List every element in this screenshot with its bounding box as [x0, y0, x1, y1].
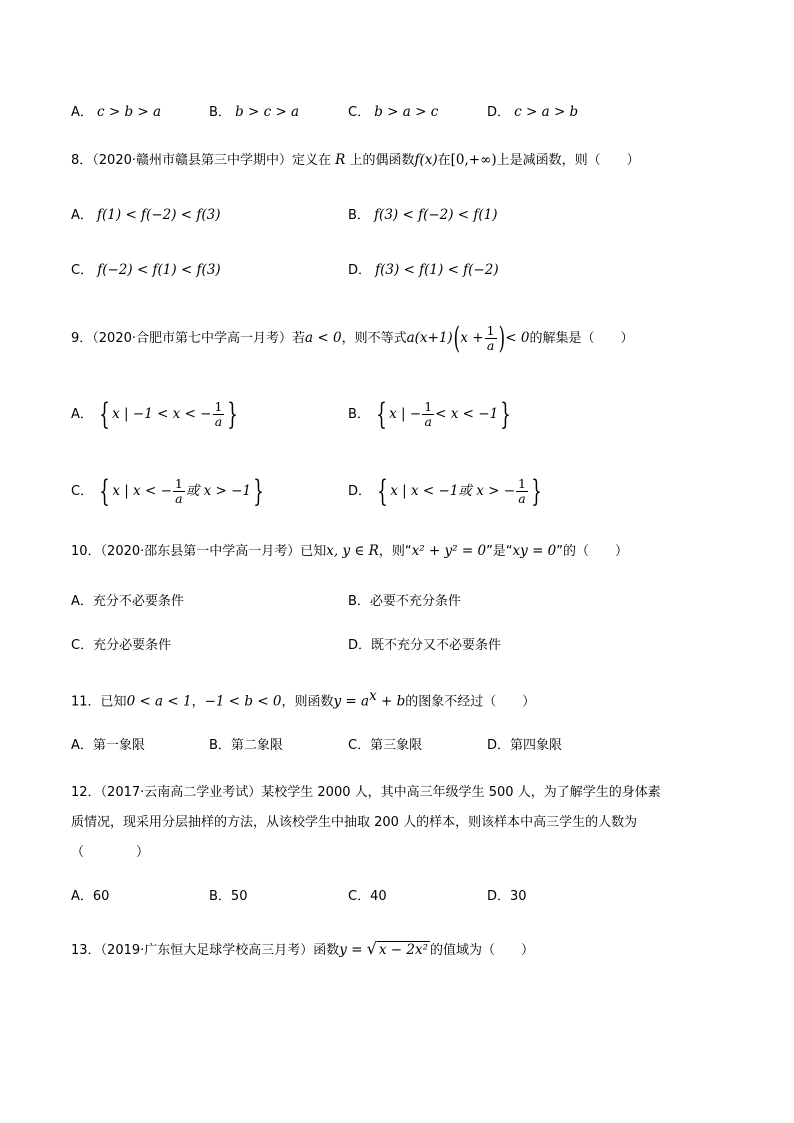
option-label: A． [71, 889, 93, 904]
option-label: C． [71, 484, 94, 499]
stem-text: 的解集是（ ） [529, 331, 634, 346]
question-number: 8． [71, 153, 93, 168]
math-interval: [0,+∞) [450, 152, 497, 168]
option-expr: f(3) < f(−2) < f(1) [374, 207, 498, 223]
fraction-denominator: a [486, 338, 495, 353]
stem-text: 上的偶函数 [349, 153, 415, 168]
option-label: C． [348, 889, 371, 904]
fraction-numerator: 1 [486, 323, 495, 338]
q7-option-b[interactable] [209, 103, 299, 122]
option-expr: x | x < − [112, 483, 172, 499]
option-expr: c > a > b [514, 104, 579, 120]
math-func: y = a [333, 693, 370, 710]
fraction-numerator: 1 [518, 476, 526, 491]
option-label: A． [71, 738, 93, 753]
q10-option-a[interactable] [71, 593, 184, 611]
question-number: 9． [71, 331, 93, 346]
q7-option-a[interactable] [71, 103, 161, 122]
question-source: （2020·赣州市赣县第三中学期中） [92, 153, 292, 168]
q12-stem-line1 [71, 784, 661, 802]
left-brace: { [376, 396, 387, 432]
stem-text: 质情况，现采用分层抽样的方法，从该校学生中抽取 200 人的样本，则该样本中高三学生的人数为 [71, 815, 638, 830]
option-label: B． [348, 208, 370, 223]
q8-option-b[interactable] [348, 206, 498, 225]
option-text: 40 [370, 889, 387, 904]
math-func: y = [339, 942, 363, 958]
option-expr: x | −1 < x < − [112, 406, 212, 422]
option-label: B． [209, 105, 231, 120]
q11-option-d[interactable] [487, 737, 562, 755]
q12-stem-line2 [71, 814, 637, 832]
option-text: 60 [92, 889, 110, 904]
option-label: C． [71, 263, 94, 278]
fraction-denominator: a [214, 414, 223, 429]
left-brace: { [99, 396, 110, 432]
stem-text: 的图象不经过（ ） [405, 694, 536, 710]
option-expr: < x < −1 [435, 406, 499, 422]
q12-option-d[interactable] [487, 888, 527, 906]
option-label: A． [71, 105, 93, 120]
option-label: B． [348, 594, 370, 609]
fraction [173, 477, 185, 506]
option-text: 第二象限 [230, 738, 283, 753]
q9-option-d[interactable] [348, 473, 544, 509]
option-text: 50 [230, 889, 248, 904]
option-text: 第四象限 [510, 738, 563, 753]
option-label: B． [348, 407, 370, 422]
fraction-numerator: 1 [214, 399, 223, 414]
option-label: B． [209, 889, 231, 904]
right-brace: } [531, 473, 542, 509]
question-number: 13． [71, 943, 101, 958]
question-source: （2020·邵东县第一中学高一月考） [100, 544, 301, 559]
option-label: C． [348, 738, 371, 753]
q12-option-c[interactable] [348, 888, 387, 906]
q8-option-c[interactable] [71, 261, 221, 280]
option-label: C． [348, 105, 371, 120]
option-text: 充分必要条件 [93, 638, 172, 653]
option-text: 第一象限 [92, 738, 145, 753]
option-expr: b > c > a [235, 104, 300, 120]
question-number: 12． [71, 785, 101, 800]
math-cond: −1 < b < 0 [204, 693, 282, 710]
option-expr: f(−2) < f(1) < f(3) [97, 262, 221, 278]
math-func: + b [376, 693, 406, 710]
math-eq: xy = 0 [512, 543, 557, 559]
fraction [485, 324, 497, 353]
option-label: A． [71, 407, 93, 422]
math-cond: a < 0 [305, 330, 342, 346]
option-label: A． [71, 594, 93, 609]
right-brace: } [253, 473, 264, 509]
stem-text: （2017·云南高二学业考试）某校学生 2000 人，其中高三年级学生 500 人，为了解学生的身体素 [100, 785, 661, 800]
question-number: 10． [71, 544, 101, 559]
stem-text: 已知 [100, 694, 127, 710]
fraction-numerator: 1 [174, 476, 183, 491]
sqrt-radicand: x − 2x² [378, 942, 428, 958]
option-text: 第三象限 [370, 738, 423, 753]
stem-text: ”的（ ） [556, 544, 629, 559]
q10-option-d[interactable] [348, 637, 501, 655]
q7-option-d[interactable] [487, 103, 578, 122]
option-label: D． [348, 263, 372, 278]
q7-option-c[interactable] [348, 103, 438, 122]
option-label: A． [71, 208, 93, 223]
option-text: 充分不必要条件 [92, 594, 184, 609]
q10-option-c[interactable] [71, 637, 171, 655]
stem-text: ”是“ [486, 544, 513, 559]
stem-text: ， [191, 694, 205, 710]
math-func: f(x) [414, 152, 438, 168]
q11-option-a[interactable] [71, 737, 145, 755]
q8-option-d[interactable] [348, 261, 499, 280]
question-source: （2020·合肥市第七中学高一月考） [92, 331, 292, 346]
q10-stem [71, 542, 628, 561]
answer-blank: （ ） [71, 845, 150, 860]
right-brace: } [500, 396, 511, 432]
math-ineq: a(x+1) [406, 330, 453, 346]
option-expr: x | x < −1或 x > − [390, 483, 516, 499]
q12-option-b[interactable] [209, 888, 247, 906]
math-eq: x² + y² = 0 [411, 543, 487, 559]
stem-text: 的值域为（ ） [429, 943, 534, 958]
fraction [213, 400, 225, 429]
q8-option-a[interactable] [71, 206, 221, 225]
math-cond: 0 < a < 1 [126, 693, 192, 710]
stem-text: ，则不等式 [341, 331, 407, 346]
fraction-denominator: a [518, 491, 526, 506]
option-label: D． [348, 484, 372, 499]
stem-text: 若 [292, 331, 306, 346]
q12-stem-line3 [71, 844, 149, 862]
q11-option-b[interactable] [209, 737, 283, 755]
left-brace: { [99, 473, 111, 509]
fraction-denominator: a [175, 491, 183, 506]
fraction [422, 400, 434, 429]
option-label: D． [487, 105, 511, 120]
stem-text: 已知 [300, 544, 327, 559]
option-expr: c > b > a [97, 104, 162, 120]
option-label: D． [487, 889, 511, 904]
math-vars: x, y ∈ R [326, 543, 379, 559]
q11-stem [71, 687, 535, 711]
right-brace: } [227, 396, 239, 432]
sqrt-expression [367, 940, 430, 960]
option-expr: x | − [389, 406, 422, 422]
left-brace: { [377, 473, 388, 509]
math-var: R [335, 152, 346, 168]
stem-text: 定义在 [292, 153, 332, 168]
math-ineq: < 0 [505, 330, 530, 346]
q9-stem [71, 320, 634, 356]
option-label: D． [348, 638, 372, 653]
math-ineq: x + [460, 330, 484, 346]
stem-text: ，则“ [378, 544, 412, 559]
q10-option-b[interactable] [348, 593, 461, 611]
fraction-numerator: 1 [424, 399, 433, 414]
fraction-denominator: a [424, 414, 432, 429]
option-text: 30 [510, 889, 527, 904]
left-paren: ( [453, 320, 460, 356]
option-label: D． [487, 738, 511, 753]
option-text: 既不充分又不必要条件 [371, 638, 502, 653]
stem-text: ，则函数 [281, 694, 334, 710]
q8-stem [71, 151, 640, 170]
stem-text: 上是减函数，则（ ） [496, 153, 640, 168]
question-source: （2019·广东恒大足球学校高三月考） [100, 943, 314, 958]
option-expr: f(3) < f(1) < f(−2) [375, 262, 499, 278]
option-text: 必要不充分条件 [369, 594, 461, 609]
sqrt-icon: √ [366, 939, 377, 958]
stem-text: 在 [437, 153, 451, 168]
q9-option-a[interactable] [71, 396, 241, 432]
math-exponent: x [369, 688, 377, 704]
right-paren: ) [498, 320, 505, 356]
option-expr: b > a > c [374, 104, 439, 120]
q9-option-c[interactable] [71, 473, 266, 509]
fraction [516, 477, 528, 506]
option-expr: 或 x > −1 [185, 483, 252, 499]
q9-option-b[interactable] [348, 396, 513, 432]
option-label: B． [209, 738, 231, 753]
q12-option-a[interactable] [71, 888, 109, 906]
question-number: 11． [71, 694, 101, 710]
q11-option-c[interactable] [348, 737, 422, 755]
option-label: C． [71, 638, 94, 653]
q13-stem [71, 940, 534, 960]
option-expr: f(1) < f(−2) < f(3) [97, 207, 221, 223]
stem-text: 函数 [313, 943, 340, 958]
